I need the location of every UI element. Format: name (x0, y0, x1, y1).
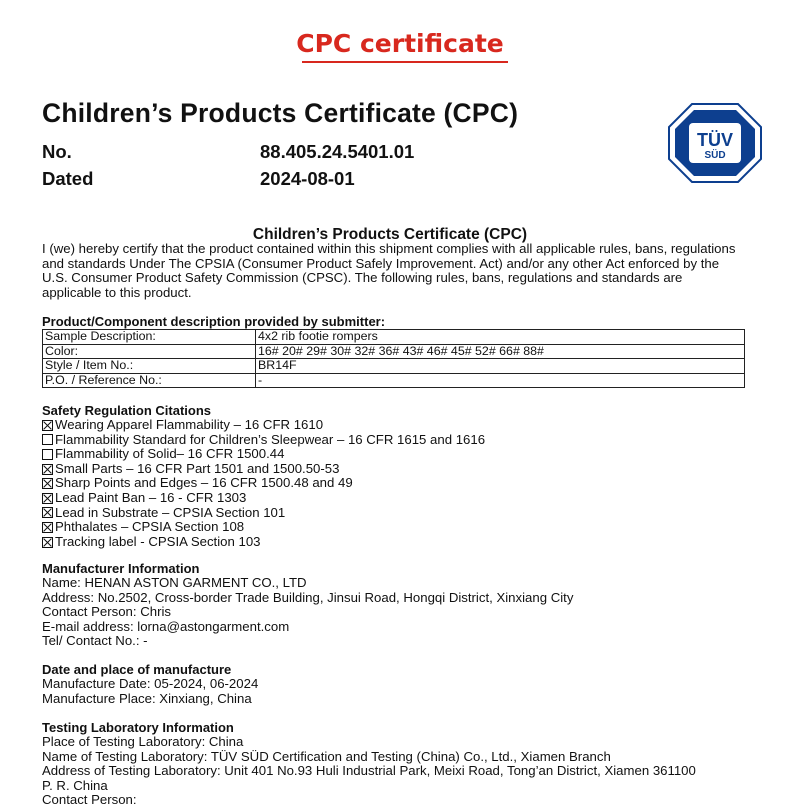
product-description-heading: Product/Component description provided by submitter: (42, 314, 386, 329)
checkbox-icon (42, 434, 53, 445)
manufacturer-contact: Contact Person: Chris (42, 604, 171, 619)
checkbox-icon (42, 449, 53, 460)
lab-contact: Contact Person: (42, 792, 137, 807)
citation-label: Lead Paint Ban – 16 - CFR 1303 (55, 489, 247, 505)
product-description-table (42, 329, 745, 388)
row-label: Color: (43, 344, 256, 359)
citation-label: Flammability of Solid– 16 CFR 1500.44 (55, 446, 285, 462)
table-row (43, 373, 745, 388)
manufacture-place: Manufacture Place: Xinxiang, China (42, 690, 252, 706)
certificate-heading: Children’s Products Certificate (CPC) (252, 226, 528, 243)
logo-text-bottom: SÜD (704, 150, 726, 161)
citation-item (42, 418, 485, 433)
manufacturer-heading: Manufacturer Information (42, 561, 200, 576)
table-row (43, 344, 745, 359)
manufacturer-address: Address: No.2502, Cross-border Trade Building, Jinsui Road, Hongqi District, Xinxiang City (42, 589, 574, 605)
row-label: P.O. / Reference No.: (43, 373, 256, 388)
row-value: 4x2 rib footie rompers (256, 330, 745, 345)
citation-item (42, 506, 485, 521)
checkbox-icon (42, 507, 53, 518)
row-label: Style / Item No.: (43, 359, 256, 374)
manufacture-heading: Date and place of manufacture (42, 662, 232, 677)
manufacture-date: Manufacture Date: 05-2024, 06-2024 (42, 676, 259, 691)
dated-value: 2024-08-01 (260, 168, 355, 189)
lab-name: Name of Testing Laboratory: TÜV SÜD Certification and Testing (China) Co., Ltd., Xiamen Branch (42, 748, 611, 764)
banner-underline (302, 61, 508, 63)
dated-row (42, 168, 355, 190)
citation-item (42, 520, 485, 535)
checkbox-icon (42, 420, 53, 431)
citation-item (42, 462, 485, 477)
citation-label: Small Parts – 16 CFR Part 1501 and 1500.50-53 (55, 460, 340, 476)
row-value: 16# 20# 29# 30# 32# 36# 43# 46# 45# 52# 66# 88# (256, 344, 745, 359)
dated-label: Dated (42, 168, 94, 189)
citation-item (42, 535, 485, 550)
table-row (43, 359, 745, 374)
citation-item (42, 476, 485, 491)
checkbox-icon (42, 478, 53, 489)
manufacturer-email: E-mail address: lorna@astongarment.com (42, 618, 290, 634)
lab-address-country: P. R. China (42, 777, 108, 793)
citation-label: Flammability Standard for Children’s Sleepwear – 16 CFR 1615 and 1616 (55, 431, 486, 447)
citation-label: Wearing Apparel Flammability – 16 CFR 1610 (55, 417, 324, 432)
page-title: Children’s Products Certificate (CPC) (42, 98, 519, 128)
lab-address: Address of Testing Laboratory: Unit 401 No.93 Huli Industrial Park, Meixi Road, Tong’an District, Xiamen 361100 (42, 763, 696, 778)
citation-label: Sharp Points and Edges – 16 CFR 1500.48 and 49 (55, 475, 353, 491)
table-row (43, 330, 745, 345)
certification-statement: I (we) hereby certify that the product contained within this shipment complies with all applicable rules, bans, regulations and standards Under The CPSIA (Consumer Product Safely Improvement. Act) and/or any other Act enforced by the U.S. Consumer Product Safety Commission (CPSC). The following rules, bans, regulations and standards are applicable to this product. (42, 241, 736, 301)
lab-place: Place of Testing Laboratory: China (42, 734, 244, 749)
citation-item (42, 433, 485, 448)
certificate-number-row (42, 141, 414, 163)
citation-label: Phthalates – CPSIA Section 108 (55, 519, 245, 535)
banner-title: CPC certificate (296, 29, 504, 58)
citation-item (42, 447, 485, 462)
tuv-sud-logo (668, 103, 762, 183)
manufacturer-name: Name: HENAN ASTON GARMENT CO., LTD (42, 575, 307, 590)
testing-lab-heading: Testing Laboratory Information (42, 720, 234, 735)
safety-citations-heading: Safety Regulation Citations (42, 403, 212, 418)
checkbox-icon (42, 493, 53, 504)
checkbox-icon (42, 522, 53, 533)
checkbox-icon (42, 464, 53, 475)
row-value: - (256, 373, 745, 388)
row-value: BR14F (256, 359, 745, 374)
citation-label: Lead in Substrate – CPSIA Section 101 (55, 504, 286, 520)
testing-lab-info (42, 735, 782, 808)
manufacturer-tel: Tel/ Contact No.: - (42, 633, 148, 648)
certificate-number-value: 88.405.24.5401.01 (260, 141, 415, 162)
logo-text-top: TÜV (697, 130, 733, 150)
row-label: Sample Description: (43, 330, 256, 345)
checkbox-icon (42, 537, 53, 548)
citation-item (42, 491, 485, 506)
citation-label: Tracking label - CPSIA Section 103 (55, 533, 261, 549)
safety-citations-list (42, 418, 485, 549)
manufacturer-info (42, 576, 782, 649)
manufacture-info (42, 677, 782, 706)
certificate-number-label: No. (42, 141, 72, 162)
